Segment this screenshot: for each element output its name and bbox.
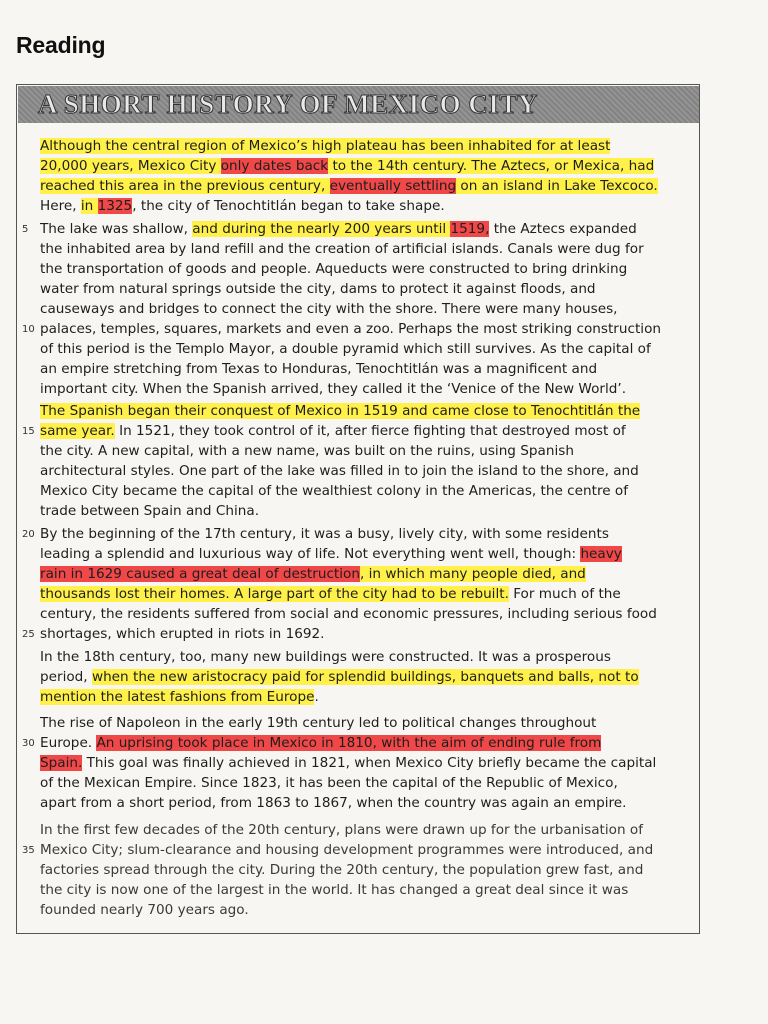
text-segment: Europe. xyxy=(40,735,97,751)
section-heading: Reading xyxy=(16,32,106,58)
text-line xyxy=(40,820,653,840)
text-segment: Mexico City became the capital of the wealthiest colony in the Americas, the centre of xyxy=(40,483,629,499)
highlighted-text: mention the latest fashions from Europe xyxy=(40,689,315,705)
line-number: 20 xyxy=(22,529,35,540)
text-line xyxy=(40,753,656,773)
highlighted-text: heavy xyxy=(580,546,622,562)
highlighted-text: rain in 1629 caused a great deal of destruction xyxy=(40,566,360,582)
text-segment: the transportation of goods and people. Aqueducts were constructed to bring drinking xyxy=(40,261,628,277)
text-line xyxy=(40,359,661,379)
text-segment: important city. When the Spanish arrived, they called it the ‘Venice of the New World’. xyxy=(40,381,627,397)
highlighted-text: thousands lost their homes. A large part of the city had to be rebuilt. xyxy=(40,586,509,602)
line-number: 30 xyxy=(22,738,35,749)
text-line xyxy=(40,713,656,733)
text-line xyxy=(40,481,640,501)
text-line xyxy=(40,136,658,156)
text-line xyxy=(40,239,661,259)
text-line xyxy=(40,156,658,176)
text-line xyxy=(40,773,656,793)
line-number: 5 xyxy=(22,224,29,235)
highlighted-text: eventually settling xyxy=(329,178,457,194)
text-segment: In 1521, they took control of it, after fierce fighting that destroyed most of xyxy=(114,423,626,439)
paragraph-4 xyxy=(22,524,657,644)
text-segment: , the city of Tenochtitlán began to take shape. xyxy=(132,198,445,214)
text-line xyxy=(40,401,640,421)
text-line xyxy=(22,840,654,860)
line-number: 35 xyxy=(22,845,35,856)
text-segment: factories spread through the city. During the 20th century, the population grew fast, and xyxy=(40,862,644,878)
text-line xyxy=(40,880,653,900)
text-segment: trade between Spain and China. xyxy=(40,503,260,519)
text-segment: architectural styles. One part of the lake was filled in to join the island to the shore, and xyxy=(40,463,639,479)
text-segment: causeways and bridges to connect the city with the shore. There were many houses, xyxy=(40,301,618,317)
highlighted-text: and during the nearly 200 years until xyxy=(192,221,451,237)
text-segment: By the beginning of the 17th century, it was a busy, lively city, with some residents xyxy=(40,526,609,542)
text-line xyxy=(40,441,640,461)
highlighted-text: Although the central region of Mexico’s high plateau has been inhabited for at least xyxy=(40,138,611,154)
highlighted-text: to the 14th century. The Aztecs, or Mexica, had xyxy=(328,158,655,174)
text-segment: the Aztecs expanded xyxy=(489,221,637,237)
article-title: A SHORT HISTORY OF MEXICO CITY xyxy=(38,89,538,119)
text-segment: For much of the xyxy=(508,586,621,602)
text-segment: The lake was shallow, xyxy=(40,221,193,237)
text-line xyxy=(40,501,640,521)
highlighted-text: The Spanish began their conquest of Mexico in 1519 and came close to Tenochtitlán the xyxy=(40,403,641,419)
text-line xyxy=(40,900,653,920)
text-segment: the city is now one of the largest in the world. It has changed a great deal since it was xyxy=(40,882,629,898)
text-line xyxy=(22,421,640,441)
text-line xyxy=(40,564,657,584)
line-number: 15 xyxy=(22,426,35,437)
text-line xyxy=(40,339,661,359)
text-line xyxy=(40,299,661,319)
highlighted-text: 20,000 years, Mexico City xyxy=(40,158,221,174)
highlighted-text: when the new aristocracy paid for splendid buildings, banquets and balls, not to xyxy=(91,669,639,685)
paragraph-2 xyxy=(22,219,662,399)
text-segment: period, xyxy=(40,669,92,685)
highlighted-text: 1325 xyxy=(97,198,133,214)
highlighted-text: only dates back xyxy=(220,158,329,174)
text-line xyxy=(40,279,661,299)
text-line xyxy=(40,584,657,604)
text-line xyxy=(40,647,639,667)
text-segment: The rise of Napoleon in the early 19th century led to political changes throughout xyxy=(40,715,597,731)
text-line xyxy=(40,860,653,880)
text-line xyxy=(22,219,661,239)
text-segment: Mexico City; slum-clearance and housing development programmes were introduced, and xyxy=(40,842,654,858)
text-line xyxy=(40,544,657,564)
text-segment: the inhabited area by land refill and the creation of artificial islands. Canals were dug for xyxy=(40,241,644,257)
line-number: 10 xyxy=(22,324,35,335)
text-segment: leading a splendid and luxurious way of life. Not everything went well, though: xyxy=(40,546,581,562)
text-segment: . xyxy=(314,689,319,705)
highlighted-text: , in which many people died, and xyxy=(359,566,586,582)
text-line xyxy=(22,319,662,339)
text-segment: palaces, temples, squares, markets and even a zoo. Perhaps the most striking construction xyxy=(40,321,662,337)
text-line xyxy=(22,733,656,753)
highlighted-text: same year. xyxy=(40,423,115,439)
text-segment: In the first few decades of the 20th century, plans were drawn up for the urbanisation of xyxy=(40,822,643,838)
paragraph-1 xyxy=(40,136,658,216)
text-line xyxy=(40,176,658,196)
text-line xyxy=(40,379,661,399)
text-line xyxy=(40,259,661,279)
text-segment: apart from a short period, from 1863 to 1867, when the country was again an empire. xyxy=(40,795,627,811)
line-number: 25 xyxy=(22,629,35,640)
highlighted-text: reached this area in the previous century, xyxy=(40,178,330,194)
text-segment: Here, xyxy=(40,198,81,214)
text-segment: an empire stretching from Texas to Honduras, Tenochtitlán was a magnificent and xyxy=(40,361,598,377)
text-line xyxy=(22,524,657,544)
text-segment: of the Mexican Empire. Since 1823, it has been the capital of the Republic of Mexico, xyxy=(40,775,618,791)
highlighted-text: 1519, xyxy=(450,221,490,237)
text-segment: water from natural springs outside the city, dams to protect it against floods, and xyxy=(40,281,596,297)
text-line xyxy=(40,667,639,687)
text-line xyxy=(40,604,657,624)
text-segment: century, the residents suffered from social and economic pressures, including serious food xyxy=(40,606,657,622)
text-line xyxy=(40,687,639,707)
text-segment: of this period is the Templo Mayor, a double pyramid which still survives. As the capital of xyxy=(40,341,651,357)
highlighted-text: Spain. xyxy=(40,755,83,771)
article-title-banner xyxy=(18,86,699,123)
text-segment: This goal was finally achieved in 1821, when Mexico City briefly became the capital xyxy=(82,755,657,771)
text-line xyxy=(40,196,658,216)
text-line xyxy=(40,461,640,481)
highlighted-text: An uprising took place in Mexico in 1810, with the aim of ending rule from xyxy=(96,735,602,751)
text-line xyxy=(40,793,656,813)
paragraph-5 xyxy=(40,647,639,707)
text-segment: the city. A new capital, with a new name, was built on the ruins, using Spanish xyxy=(40,443,574,459)
text-segment: In the 18th century, too, many new buildings were constructed. It was a prosperous xyxy=(40,649,611,665)
paragraph-3 xyxy=(22,401,641,521)
highlighted-text: on an island in Lake Texcoco. xyxy=(456,178,658,194)
paragraph-7 xyxy=(22,820,654,920)
highlighted-text: in xyxy=(80,198,98,214)
paragraph-6 xyxy=(22,713,657,813)
text-line xyxy=(22,624,657,644)
text-segment: founded nearly 700 years ago. xyxy=(40,902,249,918)
text-segment: shortages, which erupted in riots in 1692. xyxy=(40,626,325,642)
